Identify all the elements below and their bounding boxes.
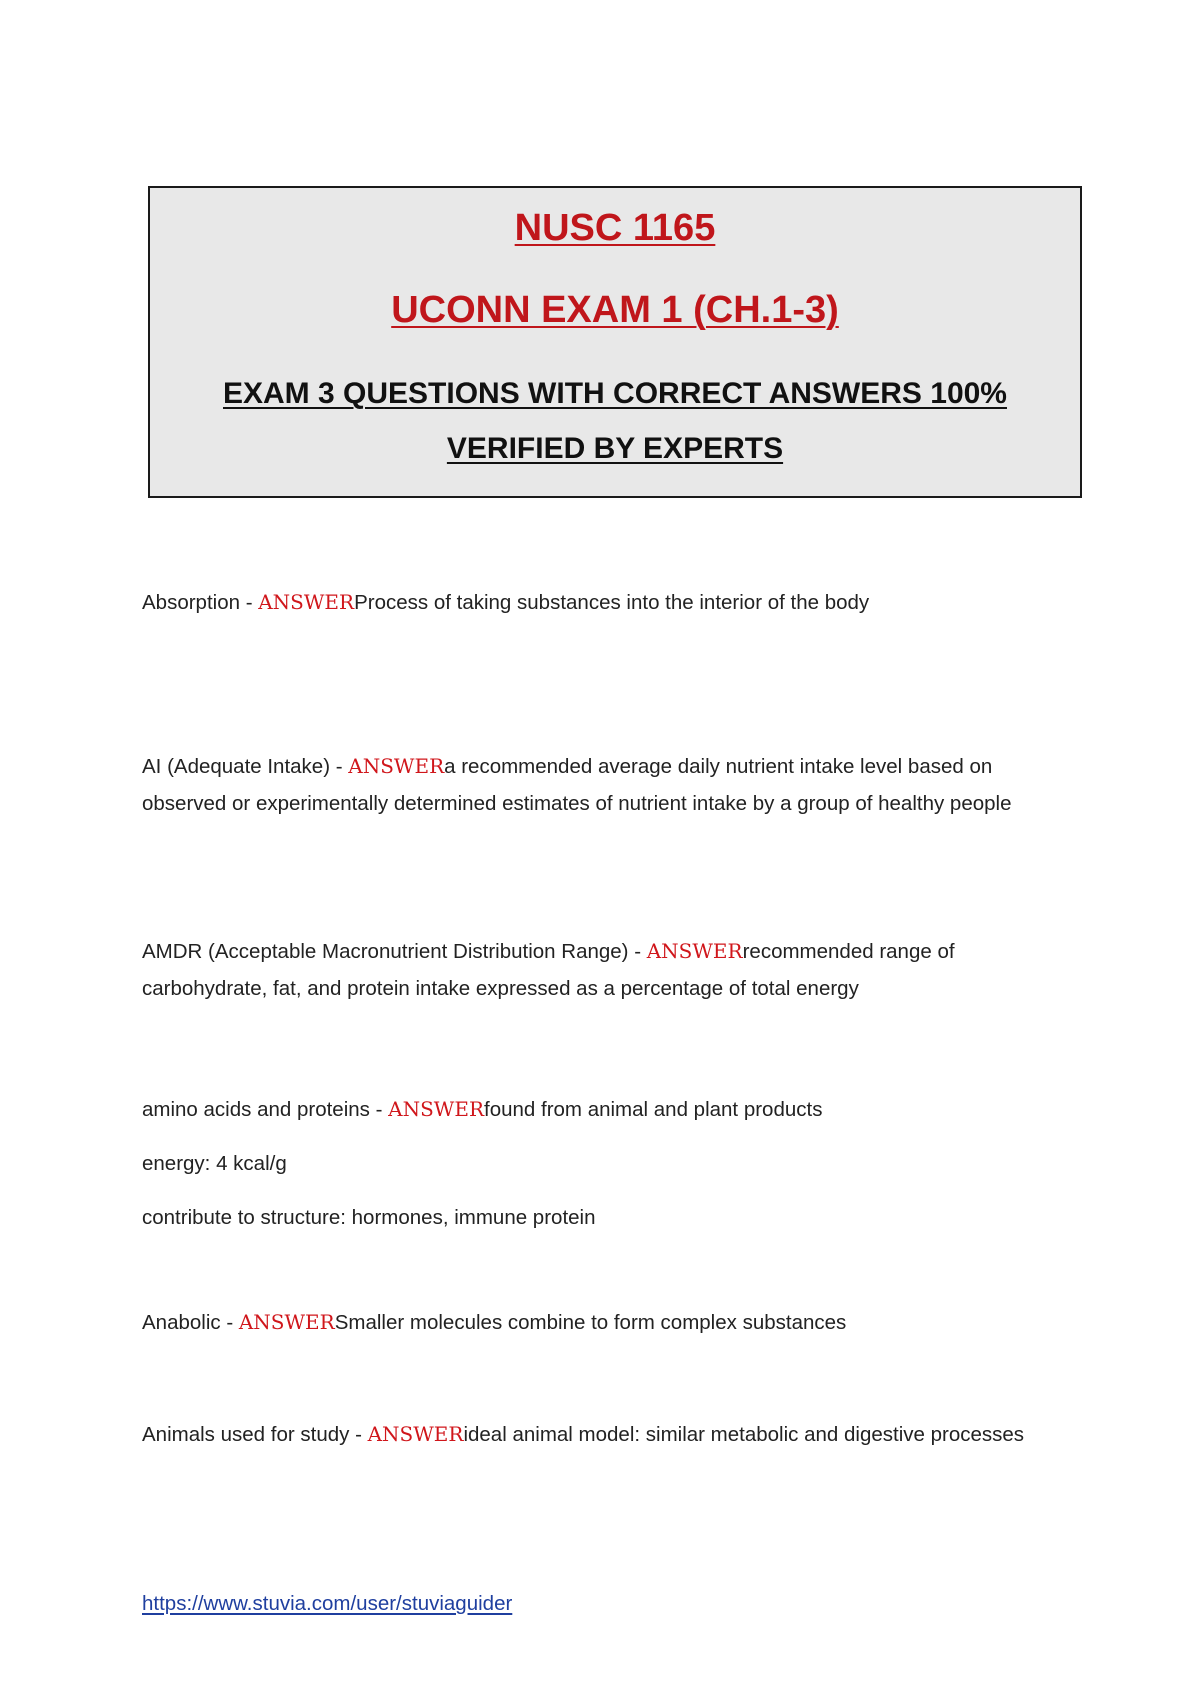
exam-subtitle bbox=[190, 366, 1040, 476]
answer-marker: ANSWER bbox=[348, 754, 445, 778]
exam-title: UCONN EXAM 1 (CH.1-3) bbox=[391, 289, 839, 331]
term: Animals used for study - bbox=[142, 1423, 368, 1446]
qa-entry-absorption bbox=[142, 584, 1082, 621]
title-box bbox=[148, 186, 1082, 498]
term: AMDR (Acceptable Macronutrient Distribution Range) - bbox=[142, 940, 647, 963]
answer-marker: ANSWER bbox=[238, 1310, 335, 1334]
qa-entry-animals bbox=[142, 1416, 1142, 1453]
answer-extra-line: energy: 4 kcal/g bbox=[142, 1152, 287, 1175]
answer-text: a recommended average daily nutrient intake level based on observed or experimentally determined estimates of nutrient intake by a group of healthy people bbox=[142, 755, 1012, 815]
answer-text: Process of taking substances into the interior of the body bbox=[354, 591, 870, 614]
term: Absorption - bbox=[142, 591, 259, 614]
qa-entry-amdr bbox=[142, 933, 1082, 1007]
subtitle-line-2: VERIFIED BY EXPERTS bbox=[446, 432, 784, 465]
answer-extra-line: contribute to structure: hormones, immune protein bbox=[142, 1206, 596, 1229]
answer-text: recommended range of carbohydrate, fat, and protein intake expressed as a percentage of total energy bbox=[142, 940, 955, 1000]
answer-marker: ANSWER bbox=[258, 590, 355, 614]
answer-marker: ANSWER bbox=[388, 1097, 484, 1121]
stuvia-profile-link[interactable]: https://www.stuvia.com/user/stuviaguider bbox=[142, 1592, 513, 1615]
answer-text: Smaller molecules combine to form complex substances bbox=[334, 1311, 847, 1334]
qa-entry-anabolic bbox=[142, 1304, 1082, 1341]
answer-marker: ANSWER bbox=[646, 939, 743, 963]
term: AI (Adequate Intake) - bbox=[142, 755, 349, 778]
answer-text: ideal animal model: similar metabolic and digestive processes bbox=[463, 1423, 1025, 1446]
qa-entry-ai bbox=[142, 748, 1082, 822]
course-title: NUSC 1165 bbox=[514, 207, 716, 249]
answer-marker: ANSWER bbox=[367, 1422, 464, 1446]
term: Anabolic - bbox=[142, 1311, 239, 1334]
term: amino acids and proteins - bbox=[142, 1098, 389, 1121]
qa-entry-amino-acids bbox=[142, 1082, 1082, 1245]
answer-text: found from animal and plant products bbox=[484, 1098, 823, 1121]
subtitle-line-1: EXAM 3 QUESTIONS WITH CORRECT ANSWERS 100% bbox=[223, 377, 1007, 410]
